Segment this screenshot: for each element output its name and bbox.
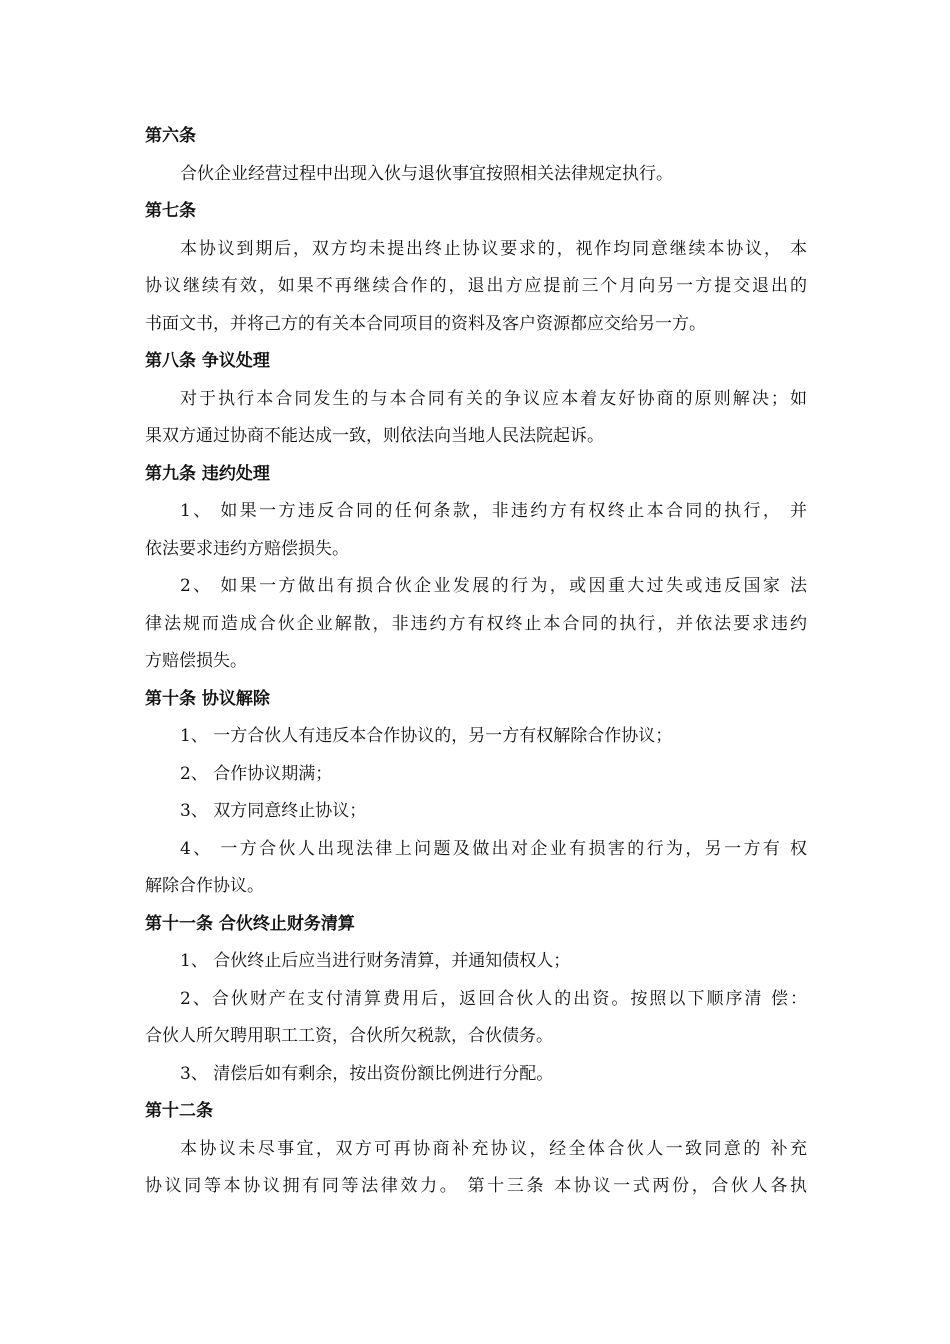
paragraph-line: 1、 合伙终止后应当进行财务清算，并通知债权人； bbox=[180, 951, 571, 971]
paragraph-line: 协议继续有效，如果不再继续合作的，退出方应提前三个月向另一方提交退出的 bbox=[145, 276, 807, 296]
paragraph-line: 书面文书，并将己方的有关本合同项目的资料及客户资源都应交给另一方。 bbox=[145, 313, 706, 334]
paragraph-line: 本协议未尽事宜，双方可再协商补充协议，经全体合伙人一致同意的 补充 bbox=[180, 1138, 807, 1159]
article-section bbox=[145, 1093, 807, 1206]
article-section bbox=[145, 118, 807, 193]
paragraph-line: 2、 如果一方做出有损合伙企业发展的行为，或因重大过失或违反国家 法 bbox=[180, 576, 807, 596]
paragraph-line: 依法要求违约方赔偿损失。 bbox=[145, 538, 349, 559]
document-body bbox=[145, 118, 807, 1206]
paragraph-line: 合伙人所欠聘用职工工资，合伙所欠税款，合伙债务。 bbox=[145, 1026, 553, 1046]
paragraph-line: 4、 一方合伙人出现法律上问题及做出对企业有损害的行为，另一方有 权 bbox=[180, 838, 807, 859]
paragraph-line: 3、 清偿后如有剩余，按出资份额比例进行分配。 bbox=[180, 1063, 554, 1084]
paragraph-line: 协议同等本协议拥有同等法律效力。 第十三条 本协议一式两份，合伙人各执 bbox=[145, 1176, 807, 1196]
paragraph-line: 本协议到期后，双方均未提出终止协议要求的，视作均同意继续本协议， 本 bbox=[180, 238, 807, 259]
paragraph-line: 合伙企业经营过程中出现入伙与退伙事宜按照相关法律规定执行。 bbox=[180, 163, 673, 184]
article-heading: 第八条 争议处理 bbox=[145, 351, 270, 371]
article-heading: 第九条 违约处理 bbox=[145, 463, 270, 484]
paragraph-line: 1、 如果一方违反合同的任何条款，非违约方有权终止本合同的执行， 并 bbox=[180, 501, 807, 521]
paragraph-line: 方赔偿损失。 bbox=[145, 651, 247, 671]
article-section bbox=[145, 193, 807, 343]
paragraph-line: 2、合伙财产在支付清算费用后，返回合伙人的出资。按照以下顺序清 偿： bbox=[180, 988, 807, 1009]
paragraph-line: 1、 一方合伙人有违反本合作协议的，另一方有权解除合作协议； bbox=[180, 726, 673, 746]
paragraph-line: 律法规而造成合伙企业解散，非违约方有权终止本合同的执行，并依法要求违约 bbox=[145, 613, 807, 634]
article-section bbox=[145, 906, 807, 1094]
article-section bbox=[145, 681, 807, 906]
article-section bbox=[145, 343, 807, 456]
paragraph-line: 对于执行本合同发生的与本合同有关的争议应本着友好协商的原则解决；如 bbox=[180, 388, 807, 409]
paragraph-line: 果双方通过协商不能达成一致，则依法向当地人民法院起诉。 bbox=[145, 426, 604, 446]
article-heading: 第七条 bbox=[145, 201, 196, 221]
article-heading: 第十二条 bbox=[145, 1101, 213, 1121]
article-section bbox=[145, 456, 807, 681]
article-heading: 第十一条 合伙终止财务清算 bbox=[145, 913, 355, 934]
paragraph-line: 解除合作协议。 bbox=[145, 876, 264, 896]
paragraph-line: 3、 双方同意终止协议； bbox=[180, 801, 367, 821]
article-heading: 第六条 bbox=[145, 126, 196, 146]
article-heading: 第十条 协议解除 bbox=[145, 688, 270, 709]
paragraph-line: 2、 合作协议期满； bbox=[180, 763, 333, 784]
